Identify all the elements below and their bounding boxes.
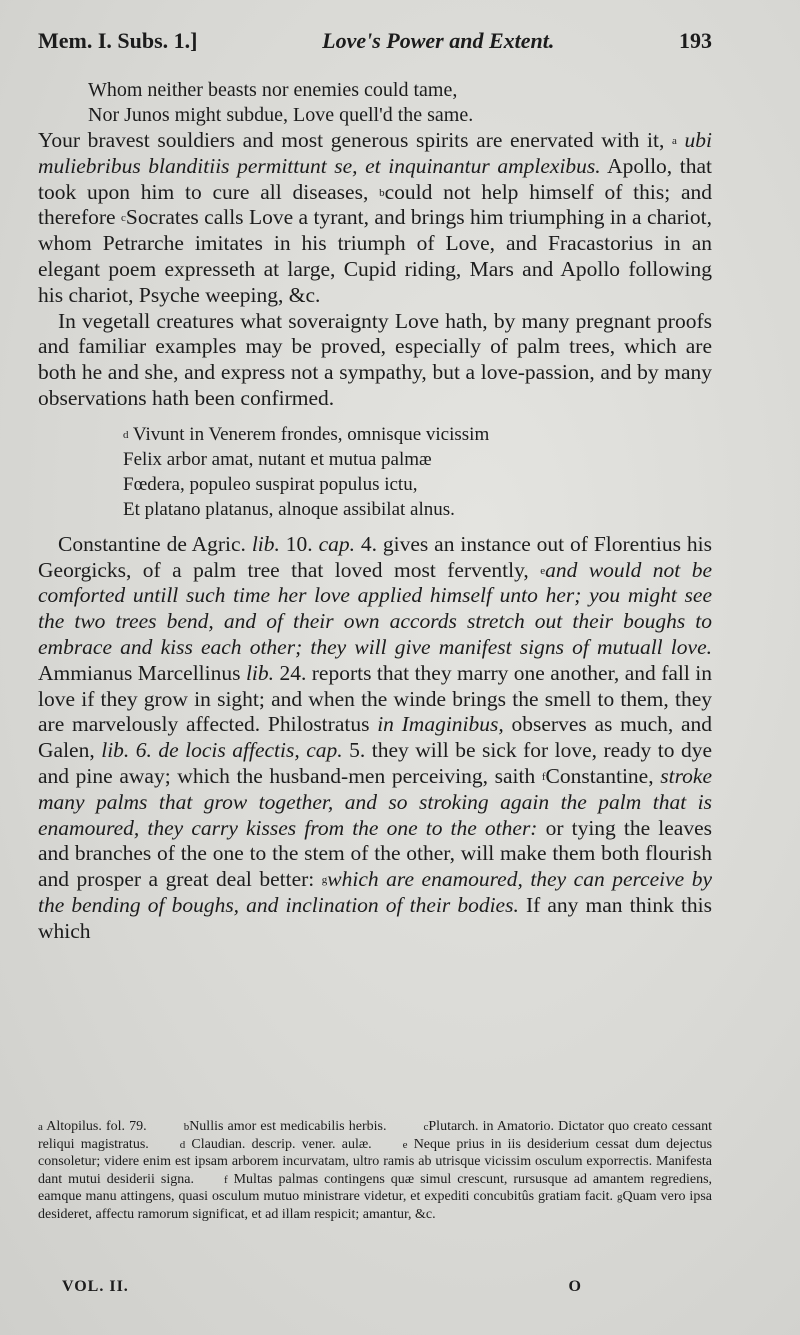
footnote-f: Multas palmas contingens quæ simul crescunt, rursusque ad amantem regrediens, eamque manu attingens, quasi osculum mutuo ministrare videtur, et expediti concubitûs gratiam facit. bbox=[38, 1171, 713, 1204]
verse-line: Et platano platanus, alnoque assibilat alnus. bbox=[123, 498, 455, 520]
footnote-g: Quam vero ipsa desideret, affectu ramorum significat, et ad illam respicit; amantur, &c. bbox=[38, 1189, 712, 1222]
volume-label: VOL. II. bbox=[62, 1278, 129, 1295]
main-text-continued bbox=[38, 532, 712, 945]
latin-verse bbox=[123, 422, 712, 522]
paragraph-2: In vegetall creatures what soveraignty Love hath, by many pregnant proofs and familiar examples may be proved, especially of palm trees, which are both he and she, and express not a sympathy, but a love-passion, and by many observations hath been confirmed. bbox=[38, 308, 712, 410]
paragraph-3: Constantine de Agric. lib. 10. cap. 4. gives an instance out of Florentius his Georgicks, of a palm tree that loved most fervently, $^e$and would not be comforted untill such time her love applied himself unto her; you might see the two trees bend, and of their own accords stretch out their boughs to embrace and kiss each other; they will give manifest signs of mutuall love. Ammianus Marcellinus lib. 24. reports that they marry one another, and fall in love if they grow in sight; and when the winde brings the smell to them, they are marvelously affected. Philostratus in Imaginibus, observes as much, and Galen, lib. 6. de locis affectis, cap. 5. they will be sick for love, ready to dye and pine away; which the husband-men perceiving, saith $^f$Constantine, stroke many palms that grow together, and so stroking again the palm that is enamoured, they carry kisses from the one to the other: or tying the leaves and branches of the one to the stem of the other, will make them both flourish and prosper a great deal better: $^g$which are enamoured, they can perceive by the bending of boughs, and inclination of their bodies. If any man think this which bbox=[38, 531, 713, 943]
footnote-marker: b bbox=[379, 186, 385, 199]
footnote-a: Altopilus. fol. 79. bbox=[46, 1119, 147, 1134]
verse-line: Nor Junos might subdue, Love quell'd the same. bbox=[88, 104, 474, 126]
footnote-marker: d bbox=[123, 428, 129, 441]
footnote-b: Nullis amor est medicabilis herbis. bbox=[189, 1119, 387, 1134]
verse-line: Fœdera, populeo suspirat populus ictu, bbox=[123, 473, 418, 495]
footnote-marker: f bbox=[541, 770, 546, 783]
verse-line: Whom neither beasts nor enemies could tame, bbox=[88, 79, 458, 101]
page-number: 193 bbox=[678, 28, 712, 53]
signature-mark: O bbox=[568, 1278, 582, 1295]
footnote-e: Neque prius in iis desiderium cessat dum dejectus consoletur; videre enim est ipsam arborem incurvatam, ultro ramis ab utrisque vicissim osculum exporrectis. Manifesta dant mutui desiderii signa. bbox=[38, 1136, 713, 1187]
verse-line: Felix arbor amat, nutant et mutua palmæ bbox=[123, 448, 432, 470]
main-text bbox=[38, 128, 712, 412]
paragraph-1: Your bravest souldiers and most generous spirits are enervated with it, $^a$ ubi muliebribus blanditiis permittunt se, et inquinantur amplexibus. Apollo, that took upon him to cure all diseases, $^b$could not help himself of this; and therefore $^c$Socrates calls Love a tyrant, and brings him triumphing in a chariot, whom Petrarche imitates in his triumph of Love, and Fracastorius in an elegant poem expresseth at large, Cupid riding, Mars and Apollo following his chariot, Psyche weeping, &c. bbox=[38, 128, 713, 307]
verse-couplet bbox=[88, 78, 712, 128]
page-footer bbox=[62, 1278, 582, 1296]
footnote-c: Plutarch. in Amatorio. Dictator quo creato cessant reliqui magistratus. bbox=[38, 1119, 713, 1152]
footnote-marker: g bbox=[321, 874, 328, 887]
footnote-d: Claudian. descrip. vener. aulæ. bbox=[191, 1136, 372, 1152]
footnote-marker: c bbox=[121, 212, 126, 225]
running-header bbox=[38, 28, 712, 68]
footnote-marker: a bbox=[672, 135, 677, 147]
section-reference: Mem. I. Subs. 1.] bbox=[38, 28, 198, 53]
footnotes: $^a$ Altopilus. fol. 79. $^b$Nullis amor est medicabilis herbis. $^c$Plutarch. in Amatorio. Dictator quo creato cessant reliqui magistratus. $^d$ Claudian. descrip. vener. aulæ. $^e$ Neque prius in iis desiderium cessat dum dejectus consoletur; videre enim est ipsam arborem incurvatam, ultro ramis ab utrisque vicissim osculum exporrectis. Manifesta dant mutui desiderii signa. $^f$ Multas palmas contingens quæ simul crescunt, rursusque ad amantem regrediens, eamque manu attingens, quasi osculum mutuo ministrare videtur, et expediti concubitûs gratiam facit. $^g$Quam vero ipsa desideret, affectu ramorum significat, et ad illam respicit; amantur, &c. bbox=[38, 1119, 713, 1222]
verse-line: $^d$ Vivunt in Venerem frondes, omnisque vicissim bbox=[123, 423, 490, 445]
footnote-marker: e bbox=[540, 564, 546, 577]
running-title: Love's Power and Extent. bbox=[322, 28, 555, 53]
